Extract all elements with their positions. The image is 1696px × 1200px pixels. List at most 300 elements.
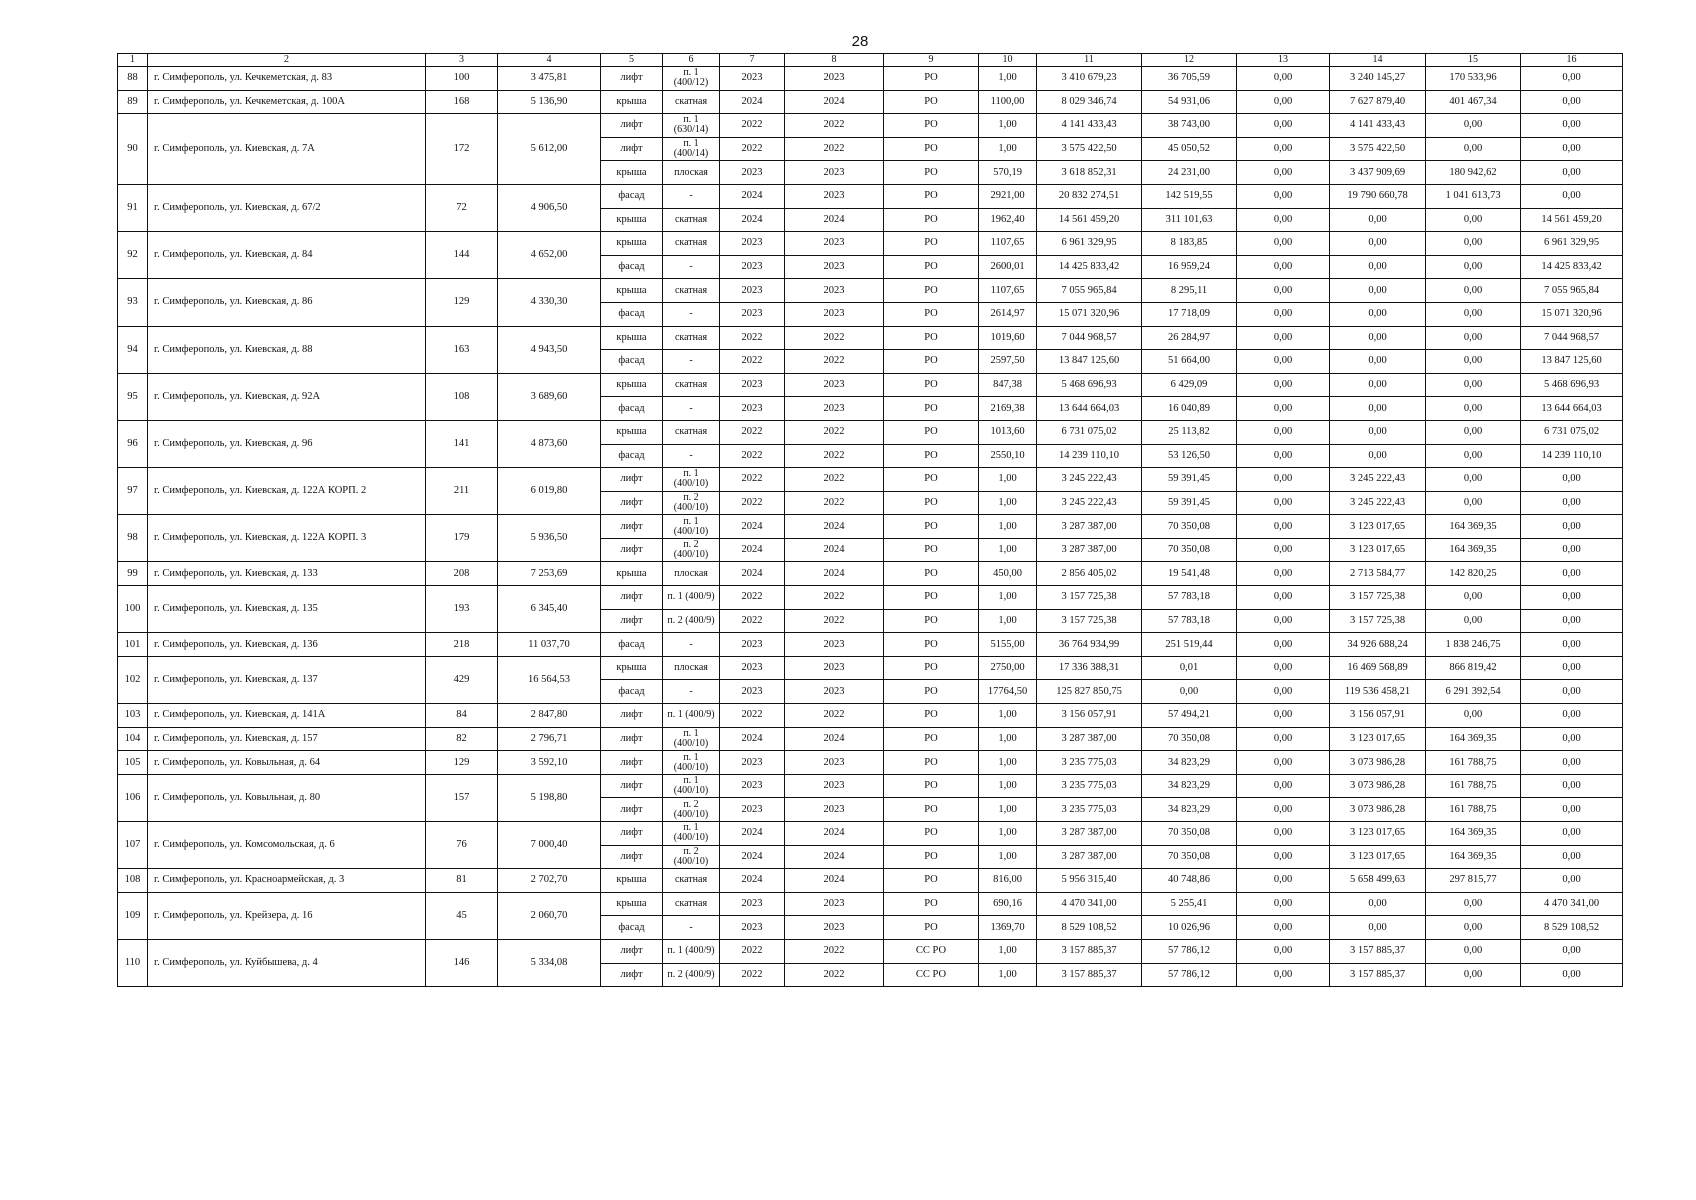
area-cell: 2 702,70: [498, 869, 601, 893]
data-cell: 0,00: [1237, 232, 1330, 256]
data-cell: 1,00: [979, 491, 1037, 515]
data-cell: 17764,50: [979, 680, 1037, 704]
table-row: [118, 774, 1623, 798]
row-number: 107: [118, 822, 148, 869]
data-cell: 2022: [785, 114, 884, 138]
data-cell: 0,00: [1521, 538, 1623, 562]
area-cell: 6 345,40: [498, 586, 601, 633]
area-cell: 3 592,10: [498, 751, 601, 775]
data-cell: 3 157 885,37: [1330, 939, 1426, 963]
row-number: 101: [118, 633, 148, 657]
data-cell: 2550,10: [979, 444, 1037, 468]
col-header: 15: [1426, 54, 1521, 67]
area-cell: 16 564,53: [498, 656, 601, 703]
data-cell: 3 235 775,03: [1037, 798, 1142, 822]
data-cell: 2600,01: [979, 255, 1037, 279]
data-cell: 0,00: [1237, 161, 1330, 185]
data-cell: -: [663, 444, 720, 468]
data-cell: крыша: [601, 373, 663, 397]
apartments-cell: 141: [426, 420, 498, 467]
data-cell: 2022: [720, 326, 785, 350]
data-cell: лифт: [601, 727, 663, 751]
data-cell: РО: [884, 184, 979, 208]
col-header: 10: [979, 54, 1037, 67]
data-cell: 0,00: [1237, 373, 1330, 397]
data-cell: 0,00: [1426, 114, 1521, 138]
data-cell: 6 731 075,02: [1521, 420, 1623, 444]
data-cell: 119 536 458,21: [1330, 680, 1426, 704]
data-cell: 2023: [720, 633, 785, 657]
address-cell: г. Симферополь, ул. Киевская, д. 157: [148, 727, 426, 751]
data-cell: 3 575 422,50: [1330, 137, 1426, 161]
data-cell: 570,19: [979, 161, 1037, 185]
data-cell: 0,00: [1237, 562, 1330, 586]
data-cell: 1019,60: [979, 326, 1037, 350]
data-cell: 2023: [785, 302, 884, 326]
col-header: 4: [498, 54, 601, 67]
data-cell: РО: [884, 774, 979, 798]
data-cell: п. 1 (400/10): [663, 515, 720, 539]
data-cell: 8 183,85: [1142, 232, 1237, 256]
data-cell: 1,00: [979, 67, 1037, 91]
data-cell: скатная: [663, 90, 720, 114]
data-cell: 0,00: [1237, 845, 1330, 869]
data-cell: 0,00: [1237, 184, 1330, 208]
apartments-cell: 108: [426, 373, 498, 420]
data-cell: лифт: [601, 67, 663, 91]
data-cell: 7 055 965,84: [1037, 279, 1142, 303]
data-cell: 2024: [785, 515, 884, 539]
data-cell: 0,00: [1237, 538, 1330, 562]
column-number-row: [118, 54, 1623, 67]
data-cell: 8 529 108,52: [1037, 916, 1142, 940]
data-cell: 0,00: [1426, 444, 1521, 468]
data-cell: 5 255,41: [1142, 892, 1237, 916]
data-cell: 0,00: [1426, 420, 1521, 444]
col-header: 13: [1237, 54, 1330, 67]
data-cell: скатная: [663, 232, 720, 256]
area-cell: 7 253,69: [498, 562, 601, 586]
data-cell: 0,00: [1330, 279, 1426, 303]
data-cell: 3 157 725,38: [1330, 609, 1426, 633]
data-cell: п. 1 (400/10): [663, 774, 720, 798]
row-number: 97: [118, 468, 148, 515]
data-cell: РО: [884, 515, 979, 539]
data-cell: 3 123 017,65: [1330, 727, 1426, 751]
data-cell: 0,00: [1521, 161, 1623, 185]
data-cell: 14 239 110,10: [1037, 444, 1142, 468]
data-cell: крыша: [601, 869, 663, 893]
data-cell: 0,00: [1521, 114, 1623, 138]
address-cell: г. Симферополь, ул. Киевская, д. 67/2: [148, 184, 426, 231]
data-cell: скатная: [663, 326, 720, 350]
data-cell: 0,00: [1521, 184, 1623, 208]
data-cell: 0,00: [1521, 468, 1623, 492]
address-cell: г. Симферополь, ул. Комсомольская, д. 6: [148, 822, 426, 869]
data-cell: 164 369,35: [1426, 538, 1521, 562]
data-cell: 57 783,18: [1142, 586, 1237, 610]
address-cell: г. Симферополь, ул. Киевская, д. 7А: [148, 114, 426, 185]
data-cell: 2 856 405,02: [1037, 562, 1142, 586]
data-cell: 5 956 315,40: [1037, 869, 1142, 893]
data-cell: 5 468 696,93: [1037, 373, 1142, 397]
data-cell: 1,00: [979, 751, 1037, 775]
data-cell: 14 425 833,42: [1521, 255, 1623, 279]
data-cell: 0,00: [1426, 586, 1521, 610]
data-cell: 2022: [785, 420, 884, 444]
data-cell: 51 664,00: [1142, 350, 1237, 374]
data-cell: 7 044 968,57: [1037, 326, 1142, 350]
data-cell: -: [663, 397, 720, 421]
apartments-cell: 45: [426, 892, 498, 939]
data-cell: 4 470 341,00: [1037, 892, 1142, 916]
data-cell: 2024: [720, 822, 785, 846]
data-cell: РО: [884, 397, 979, 421]
data-cell: фасад: [601, 633, 663, 657]
data-cell: 0,00: [1330, 326, 1426, 350]
data-cell: РО: [884, 67, 979, 91]
data-cell: 0,00: [1330, 350, 1426, 374]
data-cell: 0,00: [1426, 939, 1521, 963]
data-cell: 3 245 222,43: [1330, 491, 1426, 515]
data-cell: плоская: [663, 562, 720, 586]
data-cell: 14 239 110,10: [1521, 444, 1623, 468]
data-cell: 0,00: [1521, 751, 1623, 775]
data-cell: 0,00: [1237, 751, 1330, 775]
apartments-cell: 218: [426, 633, 498, 657]
row-number: 91: [118, 184, 148, 231]
data-cell: 19 790 660,78: [1330, 184, 1426, 208]
data-cell: 70 350,08: [1142, 727, 1237, 751]
apartments-cell: 172: [426, 114, 498, 185]
data-cell: 170 533,96: [1426, 67, 1521, 91]
data-cell: 2024: [785, 845, 884, 869]
row-number: 88: [118, 67, 148, 91]
data-cell: 1,00: [979, 963, 1037, 987]
data-cell: п. 1 (400/9): [663, 586, 720, 610]
data-cell: 2597,50: [979, 350, 1037, 374]
apartments-cell: 193: [426, 586, 498, 633]
data-cell: 0,00: [1237, 208, 1330, 232]
area-cell: 4 652,00: [498, 232, 601, 279]
data-cell: 401 467,34: [1426, 90, 1521, 114]
data-cell: РО: [884, 892, 979, 916]
data-cell: 866 819,42: [1426, 656, 1521, 680]
data-cell: п. 1 (400/12): [663, 67, 720, 91]
data-cell: 2022: [720, 586, 785, 610]
apartments-cell: 163: [426, 326, 498, 373]
data-cell: 25 113,82: [1142, 420, 1237, 444]
data-cell: 70 350,08: [1142, 845, 1237, 869]
row-number: 106: [118, 774, 148, 821]
data-cell: 2023: [720, 774, 785, 798]
apartments-cell: 81: [426, 869, 498, 893]
data-cell: 1,00: [979, 939, 1037, 963]
data-cell: 2022: [720, 420, 785, 444]
data-cell: 2024: [785, 562, 884, 586]
data-cell: 3 240 145,27: [1330, 67, 1426, 91]
data-cell: СС РО: [884, 963, 979, 987]
data-cell: 2023: [785, 397, 884, 421]
address-cell: г. Симферополь, ул. Киевская, д. 86: [148, 279, 426, 326]
data-cell: 70 350,08: [1142, 538, 1237, 562]
data-cell: 2024: [785, 90, 884, 114]
data-cell: 0,00: [1521, 586, 1623, 610]
data-cell: 2022: [720, 137, 785, 161]
address-cell: г. Симферополь, ул. Кечкеметская, д. 83: [148, 67, 426, 91]
data-cell: 2022: [720, 114, 785, 138]
data-cell: 3 073 986,28: [1330, 798, 1426, 822]
data-cell: 0,00: [1426, 916, 1521, 940]
data-cell: 0,00: [1237, 892, 1330, 916]
data-cell: 1,00: [979, 538, 1037, 562]
row-number: 103: [118, 704, 148, 728]
data-cell: скатная: [663, 420, 720, 444]
data-cell: 2614,97: [979, 302, 1037, 326]
data-cell: 1 041 613,73: [1426, 184, 1521, 208]
row-number: 94: [118, 326, 148, 373]
area-cell: 4 330,30: [498, 279, 601, 326]
apartments-cell: 146: [426, 939, 498, 986]
table-row: [118, 515, 1623, 539]
apartments-cell: 76: [426, 822, 498, 869]
data-cell: 36 705,59: [1142, 67, 1237, 91]
data-cell: 1107,65: [979, 232, 1037, 256]
data-cell: фасад: [601, 397, 663, 421]
apartments-cell: 144: [426, 232, 498, 279]
data-cell: 0,00: [1330, 397, 1426, 421]
data-cell: лифт: [601, 939, 663, 963]
row-number: 105: [118, 751, 148, 775]
col-header: 1: [118, 54, 148, 67]
data-cell: крыша: [601, 656, 663, 680]
data-cell: 3 123 017,65: [1330, 515, 1426, 539]
data-cell: 1107,65: [979, 279, 1037, 303]
apartments-cell: 72: [426, 184, 498, 231]
data-cell: -: [663, 350, 720, 374]
data-cell: 3 123 017,65: [1330, 822, 1426, 846]
area-cell: 7 000,40: [498, 822, 601, 869]
data-cell: п. 1 (400/9): [663, 704, 720, 728]
data-cell: 125 827 850,75: [1037, 680, 1142, 704]
row-number: 90: [118, 114, 148, 185]
address-cell: г. Симферополь, ул. Киевская, д. 133: [148, 562, 426, 586]
address-cell: г. Симферополь, ул. Красноармейская, д. 3: [148, 869, 426, 893]
table-row: [118, 468, 1623, 492]
data-cell: 3 156 057,91: [1330, 704, 1426, 728]
data-cell: 3 287 387,00: [1037, 845, 1142, 869]
data-cell: 2024: [720, 208, 785, 232]
data-cell: РО: [884, 208, 979, 232]
table-row: [118, 114, 1623, 138]
data-cell: 3 410 679,23: [1037, 67, 1142, 91]
col-header: 16: [1521, 54, 1623, 67]
row-number: 99: [118, 562, 148, 586]
data-cell: 34 823,29: [1142, 751, 1237, 775]
data-cell: 2022: [785, 137, 884, 161]
data-cell: 142 519,55: [1142, 184, 1237, 208]
data-cell: 3 157 725,38: [1330, 586, 1426, 610]
table-row: [118, 822, 1623, 846]
data-cell: РО: [884, 350, 979, 374]
data-cell: 2023: [720, 798, 785, 822]
area-cell: 5 198,80: [498, 774, 601, 821]
data-cell: 2022: [720, 704, 785, 728]
data-cell: 2022: [720, 350, 785, 374]
data-cell: 2024: [785, 727, 884, 751]
data-cell: 0,00: [1521, 656, 1623, 680]
data-cell: 15 071 320,96: [1037, 302, 1142, 326]
table-row: [118, 562, 1623, 586]
data-cell: 0,00: [1330, 916, 1426, 940]
table-row: [118, 939, 1623, 963]
data-cell: 6 429,09: [1142, 373, 1237, 397]
data-cell: 3 123 017,65: [1330, 538, 1426, 562]
address-cell: г. Симферополь, ул. Киевская, д. 136: [148, 633, 426, 657]
data-cell: 13 847 125,60: [1521, 350, 1623, 374]
table-row: [118, 90, 1623, 114]
data-cell: 0,00: [1237, 515, 1330, 539]
data-cell: 2022: [785, 609, 884, 633]
col-header: 14: [1330, 54, 1426, 67]
data-cell: 2023: [720, 916, 785, 940]
data-cell: 0,00: [1426, 208, 1521, 232]
address-cell: г. Симферополь, ул. Киевская, д. 88: [148, 326, 426, 373]
data-cell: 5 658 499,63: [1330, 869, 1426, 893]
row-number: 95: [118, 373, 148, 420]
data-cell: 3 245 222,43: [1037, 491, 1142, 515]
data-cell: 1,00: [979, 774, 1037, 798]
data-cell: 0,00: [1237, 468, 1330, 492]
table-row: [118, 751, 1623, 775]
area-cell: 4 873,60: [498, 420, 601, 467]
table-row: [118, 232, 1623, 256]
data-cell: лифт: [601, 798, 663, 822]
table-row: [118, 633, 1623, 657]
data-cell: РО: [884, 633, 979, 657]
area-cell: 4 906,50: [498, 184, 601, 231]
data-cell: 2022: [720, 963, 785, 987]
data-cell: 2022: [785, 326, 884, 350]
data-cell: 2022: [720, 444, 785, 468]
apartments-cell: 168: [426, 90, 498, 114]
data-cell: 2024: [785, 208, 884, 232]
col-header: 7: [720, 54, 785, 67]
data-cell: 7 044 968,57: [1521, 326, 1623, 350]
data-cell: лифт: [601, 468, 663, 492]
data-cell: 847,38: [979, 373, 1037, 397]
area-cell: 3 475,81: [498, 67, 601, 91]
data-cell: 3 245 222,43: [1037, 468, 1142, 492]
data-cell: 0,00: [1426, 704, 1521, 728]
data-cell: лифт: [601, 137, 663, 161]
data-cell: РО: [884, 255, 979, 279]
address-cell: г. Симферополь, ул. Киевская, д. 135: [148, 586, 426, 633]
data-cell: РО: [884, 114, 979, 138]
data-cell: 2169,38: [979, 397, 1037, 421]
row-number: 110: [118, 939, 148, 986]
data-cell: лифт: [601, 491, 663, 515]
data-cell: 0,00: [1237, 704, 1330, 728]
data-cell: 0,00: [1237, 869, 1330, 893]
data-cell: 2024: [720, 184, 785, 208]
data-cell: 2023: [785, 255, 884, 279]
table-row: [118, 373, 1623, 397]
data-cell: 311 101,63: [1142, 208, 1237, 232]
data-cell: крыша: [601, 562, 663, 586]
data-cell: крыша: [601, 90, 663, 114]
data-cell: п. 2 (400/10): [663, 538, 720, 562]
address-cell: г. Симферополь, ул. Киевская, д. 96: [148, 420, 426, 467]
data-cell: лифт: [601, 538, 663, 562]
data-cell: лифт: [601, 751, 663, 775]
data-cell: 2023: [785, 798, 884, 822]
col-header: 2: [148, 54, 426, 67]
data-cell: -: [663, 916, 720, 940]
data-cell: 2023: [785, 892, 884, 916]
data-cell: 38 743,00: [1142, 114, 1237, 138]
data-cell: -: [663, 184, 720, 208]
data-cell: 0,00: [1426, 397, 1521, 421]
col-header: 9: [884, 54, 979, 67]
data-cell: 0,00: [1521, 798, 1623, 822]
data-cell: 0,00: [1521, 774, 1623, 798]
data-cell: 0,00: [1426, 279, 1521, 303]
data-cell: 1,00: [979, 515, 1037, 539]
data-cell: 0,00: [1521, 562, 1623, 586]
data-cell: 40 748,86: [1142, 869, 1237, 893]
data-cell: лифт: [601, 845, 663, 869]
data-cell: 2023: [785, 656, 884, 680]
data-cell: 0,01: [1142, 656, 1237, 680]
data-cell: 2024: [785, 538, 884, 562]
data-cell: 2022: [720, 939, 785, 963]
data-cell: 3 245 222,43: [1330, 468, 1426, 492]
data-cell: 164 369,35: [1426, 822, 1521, 846]
data-cell: 2023: [785, 279, 884, 303]
data-cell: п. 2 (400/10): [663, 798, 720, 822]
data-cell: 0,00: [1426, 963, 1521, 987]
data-cell: 0,00: [1330, 444, 1426, 468]
data-cell: 15 071 320,96: [1521, 302, 1623, 326]
data-cell: 19 541,48: [1142, 562, 1237, 586]
data-cell: 2750,00: [979, 656, 1037, 680]
data-cell: 0,00: [1237, 326, 1330, 350]
data-cell: 6 961 329,95: [1521, 232, 1623, 256]
data-cell: 20 832 274,51: [1037, 184, 1142, 208]
data-cell: 2 713 584,77: [1330, 562, 1426, 586]
data-cell: 0,00: [1521, 869, 1623, 893]
data-cell: РО: [884, 232, 979, 256]
data-cell: 54 931,06: [1142, 90, 1237, 114]
data-cell: 57 786,12: [1142, 939, 1237, 963]
data-cell: 0,00: [1426, 468, 1521, 492]
data-cell: -: [663, 255, 720, 279]
data-cell: 0,00: [1237, 822, 1330, 846]
data-cell: фасад: [601, 184, 663, 208]
data-cell: п. 2 (400/9): [663, 963, 720, 987]
data-cell: 0,00: [1426, 137, 1521, 161]
data-cell: 3 157 885,37: [1037, 939, 1142, 963]
data-cell: 14 425 833,42: [1037, 255, 1142, 279]
data-cell: фасад: [601, 916, 663, 940]
data-cell: 0,00: [1237, 633, 1330, 657]
data-cell: 26 284,97: [1142, 326, 1237, 350]
apartments-cell: 179: [426, 515, 498, 562]
data-cell: п. 1 (400/10): [663, 751, 720, 775]
address-cell: г. Симферополь, ул. Киевская, д. 141А: [148, 704, 426, 728]
data-cell: РО: [884, 798, 979, 822]
